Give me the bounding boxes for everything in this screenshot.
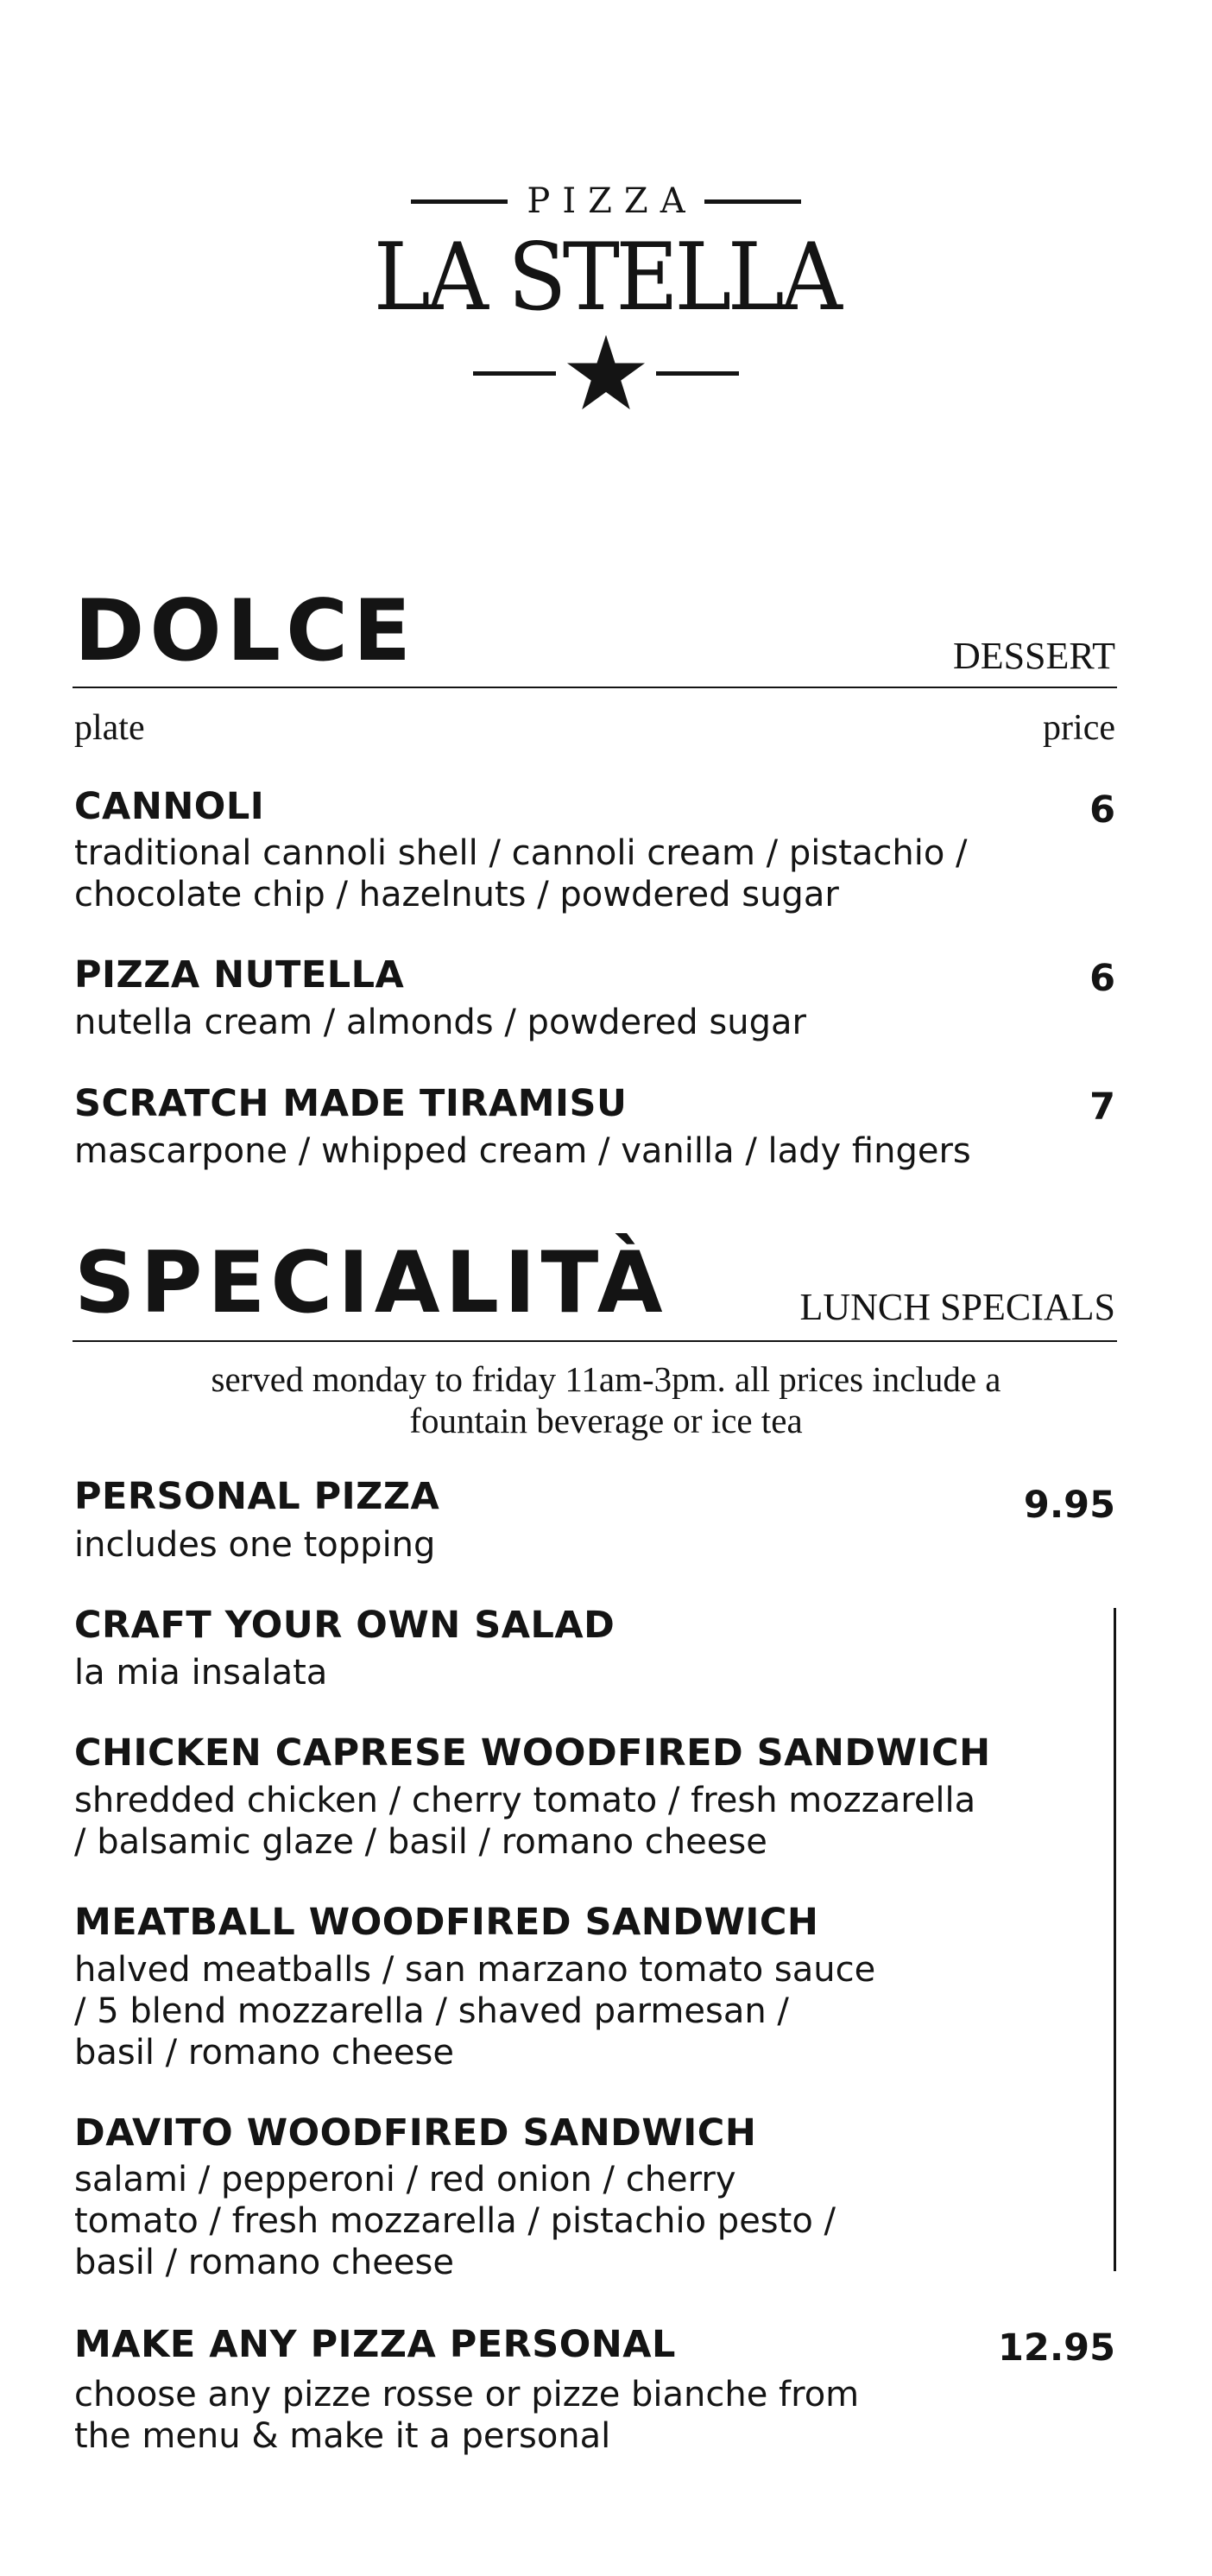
logo-star-rule-right [656, 371, 739, 376]
logo-pizza-word: PIZZA [527, 181, 698, 221]
lunch-hours-note [0, 1358, 1212, 1441]
item-description-line: shredded chicken / cherry tomato / fresh mozzarella [74, 1781, 976, 1820]
item-description [74, 1949, 875, 2073]
item-description-line: traditional cannoli shell / cannoli cream / pistachio / [74, 833, 968, 873]
logo-name: LA STELLA [373, 224, 839, 332]
column-label-price: price [1043, 708, 1115, 748]
item-description-line: nutella cream / almonds / powdered sugar [74, 1003, 806, 1042]
note-line: served monday to friday 11am-3pm. all prices include a [211, 1359, 1001, 1399]
item-description [74, 832, 968, 915]
specialita-subtitle: LUNCH SPECIALS [799, 1286, 1115, 1328]
item-description-line: mascarpone / whipped cream / vanilla / lady fingers [74, 1131, 971, 1171]
item-description [74, 1780, 975, 1863]
grouping-bracket-line [1114, 1608, 1116, 2271]
item-name: MAKE ANY PIZZA PERSONAL [74, 2323, 676, 2366]
logo-star-line [0, 333, 1212, 413]
item-description-line: chocolate chip / hazelnuts / powdered sugar [74, 875, 839, 915]
logo-rule-left [411, 199, 508, 204]
logo-top-line [0, 180, 1212, 223]
item-description [74, 1130, 971, 1172]
dolce-title: DOLCE [74, 582, 416, 680]
item-description-line: basil / romano cheese [74, 2243, 454, 2282]
item-name: CRAFT YOUR OWN SALAD [74, 1604, 615, 1647]
item-price: 6 [1089, 788, 1115, 832]
specialita-title: SPECIALITÀ [74, 1234, 668, 1332]
logo-rule-right [704, 199, 801, 204]
item-description [74, 2159, 836, 2283]
dolce-subtitle: DESSERT [952, 635, 1115, 677]
item-name: MEATBALL WOODFIRED SANDWICH [74, 1901, 819, 1944]
item-name: CHICKEN CAPRESE WOODFIRED SANDWICH [74, 1731, 991, 1775]
item-description-line: the menu & make it a personal [74, 2416, 611, 2456]
item-price: 9.95 [1023, 1484, 1115, 1527]
specialita-divider [73, 1340, 1117, 1342]
column-label-plate: plate [74, 708, 145, 748]
item-description [74, 1002, 806, 1043]
dolce-divider [73, 687, 1117, 688]
item-name: CANNOLI [74, 785, 265, 828]
item-price: 12.95 [997, 2326, 1115, 2370]
item-description-line: includes one topping [74, 1525, 436, 1565]
item-description [74, 1652, 327, 1693]
item-description [74, 2374, 859, 2457]
item-description-line: la mia insalata [74, 1653, 328, 1693]
item-name: SCRATCH MADE TIRAMISU [74, 1082, 628, 1125]
item-description-line: halved meatballs / san marzano tomato sauce [74, 1950, 876, 1990]
item-name: PERSONAL PIZZA [74, 1475, 440, 1518]
item-description-line: salami / pepperoni / red onion / cherry [74, 2160, 736, 2199]
logo-star-rule-left [473, 371, 556, 376]
star-icon [565, 333, 647, 413]
item-price: 6 [1089, 957, 1115, 1000]
item-description-line: tomato / fresh mozzarella / pistachio pesto / [74, 2201, 836, 2241]
item-name: PIZZA NUTELLA [74, 953, 405, 997]
item-description-line: / 5 blend mozzarella / shaved parmesan / [74, 1991, 789, 2031]
item-description-line: basil / romano cheese [74, 2033, 454, 2073]
item-name: DAVITO WOODFIRED SANDWICH [74, 2111, 757, 2155]
item-description [74, 1524, 435, 1566]
item-description-line: choose any pizze rosse or pizze bianche from [74, 2375, 860, 2415]
item-price: 7 [1089, 1085, 1115, 1129]
item-description-line: / balsamic glaze / basil / romano cheese [74, 1822, 767, 1862]
note-line: fountain beverage or ice tea [409, 1401, 803, 1440]
